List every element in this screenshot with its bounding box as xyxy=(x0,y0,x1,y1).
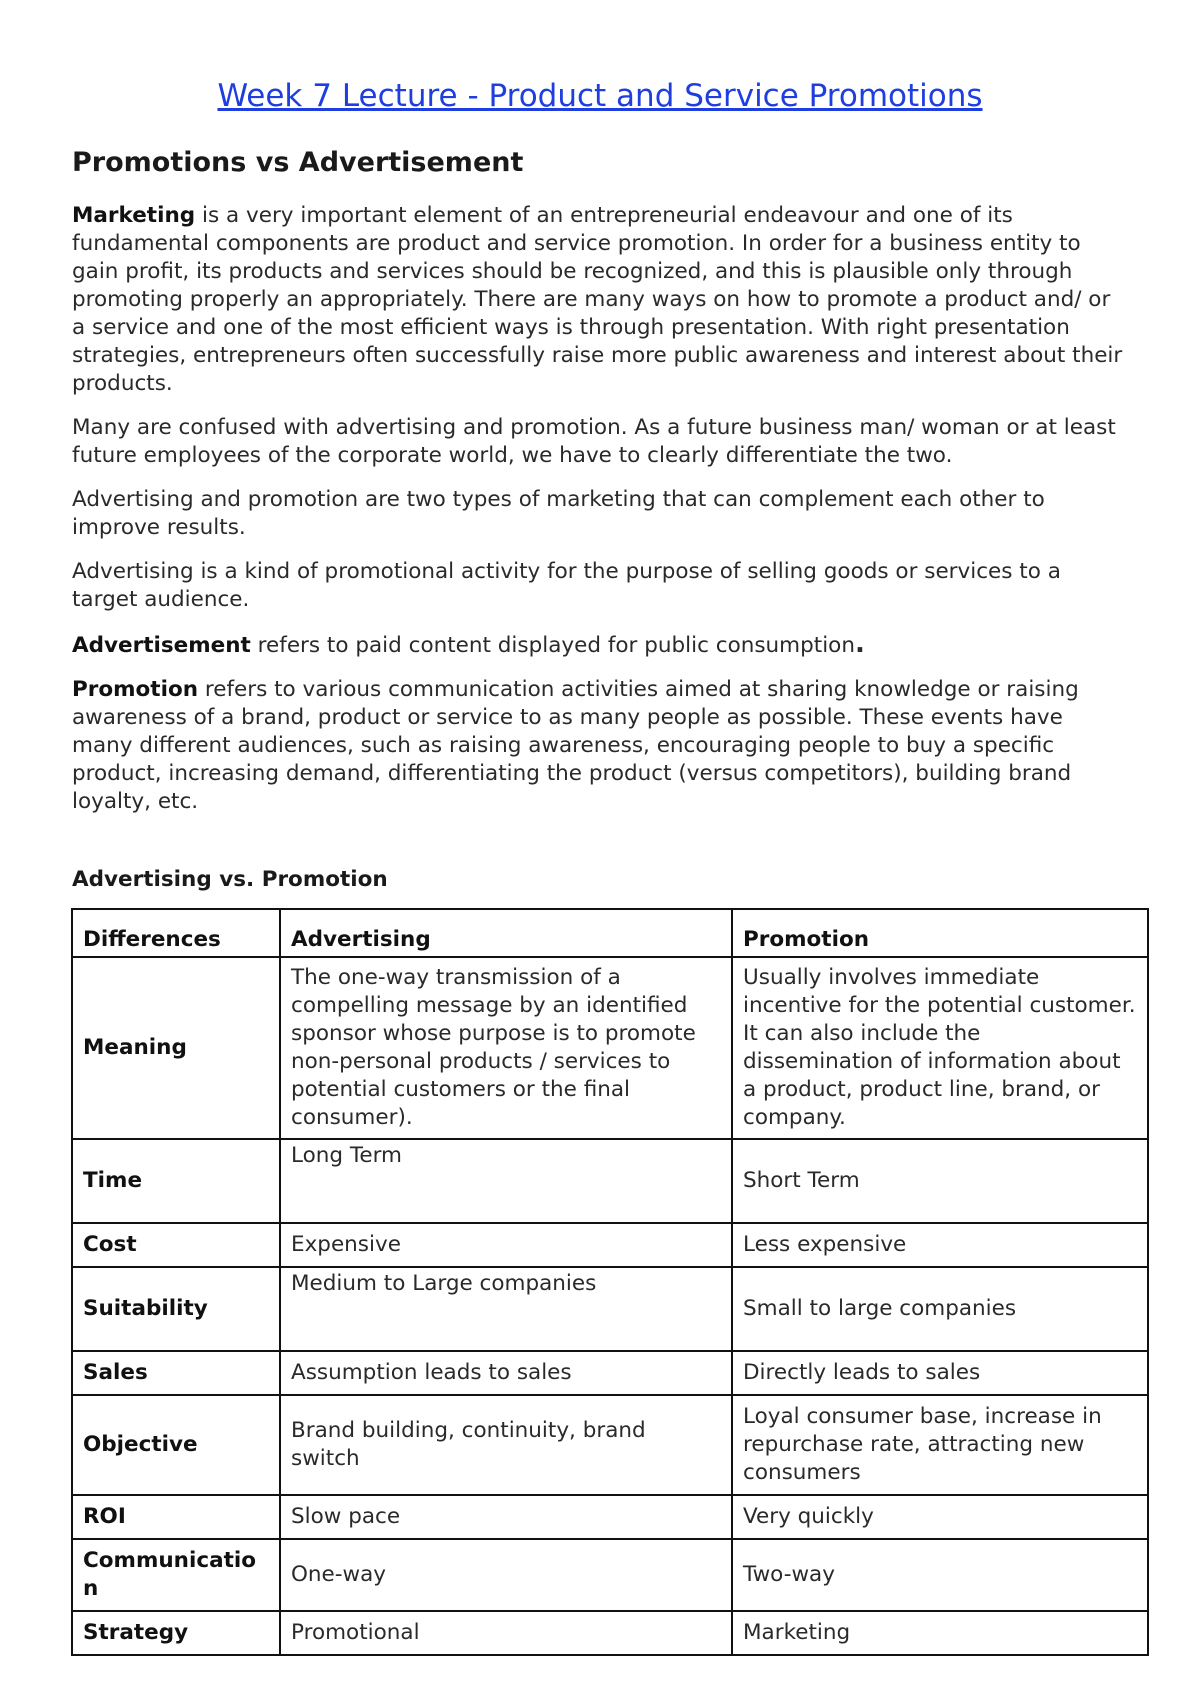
comparison-table xyxy=(71,908,1149,1656)
table-header-row xyxy=(72,909,1148,957)
cell-advertising: One-way xyxy=(280,1539,732,1611)
table-row-strategy xyxy=(72,1611,1148,1655)
table-row-time xyxy=(72,1139,1148,1223)
row-label: ROI xyxy=(72,1495,280,1539)
cell-advertising: Promotional xyxy=(280,1611,732,1655)
row-label: Suitability xyxy=(72,1267,280,1351)
cell-promotion: Short Term xyxy=(732,1139,1148,1223)
paragraph-period: . xyxy=(854,629,865,659)
cell-advertising: Assumption leads to sales xyxy=(280,1351,732,1395)
table-row-communication xyxy=(72,1539,1148,1611)
cell-promotion: Usually involves immediate incentive for the potential customer. It can also include the dissemination of information about a product, product line, brand, or company. xyxy=(732,957,1148,1139)
cell-promotion: Very quickly xyxy=(732,1495,1148,1539)
cell-advertising: Brand building, continuity, brand switch xyxy=(280,1395,732,1495)
cell-promotion: Two-way xyxy=(732,1539,1148,1611)
cell-advertising: Medium to Large companies xyxy=(280,1267,732,1351)
row-label: Strategy xyxy=(72,1611,280,1655)
table-row-roi xyxy=(72,1495,1148,1539)
column-header-advertising: Advertising xyxy=(280,909,732,957)
document-title-link[interactable]: Week 7 Lecture - Product and Service Promotions xyxy=(217,78,983,114)
paragraph-complement: Advertising and promotion are two types of marketing that can complement each other to improve results. xyxy=(72,487,1045,540)
table-row-meaning xyxy=(72,957,1148,1139)
column-header-promotion: Promotion xyxy=(732,909,1148,957)
cell-advertising: The one-way transmission of a compelling message by an identified sponsor whose purpose is to promote non-personal products / services to potential customers or the final consumer). xyxy=(280,957,732,1139)
table-row-suitability xyxy=(72,1267,1148,1351)
row-label: Sales xyxy=(72,1351,280,1395)
cell-promotion: Less expensive xyxy=(732,1223,1148,1267)
paragraph-confusion: Many are confused with advertising and promotion. As a future business man/ woman or at least future employees of the corporate world, we have to clearly differentiate the two. xyxy=(72,415,1116,468)
cell-promotion: Small to large companies xyxy=(732,1267,1148,1351)
cell-advertising: Expensive xyxy=(280,1223,732,1267)
row-label: Cost xyxy=(72,1223,280,1267)
section-heading: Promotions vs Advertisement xyxy=(72,147,524,178)
table-row-cost xyxy=(72,1223,1148,1267)
row-label: Objective xyxy=(72,1395,280,1495)
cell-advertising: Long Term xyxy=(280,1139,732,1223)
row-label: Time xyxy=(72,1139,280,1223)
paragraph-text: is a very important element of an entrepreneurial endeavour and one of its fundamental components are product and service promotion. In order for a business entity to gain profit, its products and services should be recognized, and this is plausible only through promoting properly an appropriately. There are many ways on how to promote a product and/ or a service and one of the most efficient ways is through presentation. With right presentation strategies, entrepreneurs often successfully raise more public awareness and interest about their products. xyxy=(72,203,1123,396)
cell-promotion: Directly leads to sales xyxy=(732,1351,1148,1395)
paragraph-text: refers to various communication activities aimed at sharing knowledge or raising awareness of a brand, product or service to as many people as possible. These events have many different audiences, such as raising awareness, encouraging people to buy a specific product, increasing demand, differentiating the product (versus competitors), building brand loyalty, etc. xyxy=(72,677,1079,814)
paragraph-marketing xyxy=(72,202,1128,398)
cell-promotion: Loyal consumer base, increase in repurchase rate, attracting new consumers xyxy=(732,1395,1148,1495)
cell-promotion: Marketing xyxy=(732,1611,1148,1655)
row-label: Communication xyxy=(72,1539,280,1611)
cell-advertising: Slow pace xyxy=(280,1495,732,1539)
paragraph-text: refers to paid content displayed for public consumption xyxy=(250,633,855,658)
column-header-differences: Differences xyxy=(72,909,280,957)
paragraph-promotion xyxy=(72,676,1128,816)
term-advertisement: Advertisement xyxy=(72,633,251,658)
term-promotion: Promotion xyxy=(72,677,199,702)
table-row-sales xyxy=(72,1351,1148,1395)
term-marketing: Marketing xyxy=(72,203,196,228)
paragraph-advertisement xyxy=(72,630,1128,660)
table-heading: Advertising vs. Promotion xyxy=(72,867,388,892)
table-row-objective xyxy=(72,1395,1148,1495)
row-label: Meaning xyxy=(72,957,280,1139)
paragraph-advertising-definition: Advertising is a kind of promotional activity for the purpose of selling goods or services to a target audience. xyxy=(72,559,1061,612)
